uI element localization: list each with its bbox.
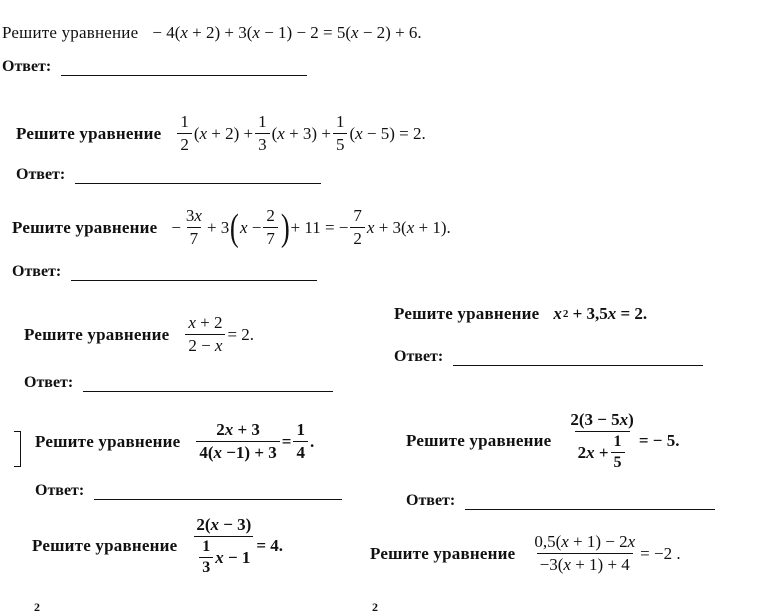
answer-field-5[interactable] xyxy=(453,351,703,366)
equation-7: 2(3 − 5x) 2 x + $\frac{1}{5}$ = − 5. xyxy=(570,410,680,471)
equation-1: − 4( x + 2) + 3( x − 1) − 2 = 5( x − 2) + 6. xyxy=(152,23,422,42)
answer-row-4 xyxy=(24,374,333,392)
answer-field-2[interactable] xyxy=(75,169,321,184)
bottom-mark-right: 2 xyxy=(372,600,378,614)
task-3 xyxy=(12,206,451,249)
task-prompt: Решите уравнение xyxy=(16,123,162,143)
answer-field-4[interactable] xyxy=(83,377,333,392)
bottom-mark-left: 2 xyxy=(34,600,40,614)
answer-label: Ответ: xyxy=(406,492,456,509)
task-7 xyxy=(406,410,679,472)
task-prompt: Решите уравнение xyxy=(35,431,181,451)
task-prompt: Решите уравнение xyxy=(394,304,540,323)
task-8 xyxy=(32,515,283,577)
margin-bracket xyxy=(14,431,21,467)
task-prompt: Решите уравнение xyxy=(24,324,170,344)
answer-row-7 xyxy=(406,492,715,510)
answer-label: Ответ: xyxy=(12,263,62,280)
answer-label: Ответ: xyxy=(394,348,444,365)
answer-label: Ответ: xyxy=(16,166,66,183)
answer-field-1[interactable] xyxy=(61,61,307,76)
equation-2: $\frac{1}{2}$ ( x + 2) + $\frac{1}{3}$ ( x + 3) + $\frac{1}{5}$ ( x − 5) = 2. xyxy=(175,112,425,155)
task-4 xyxy=(24,313,254,356)
task-2 xyxy=(16,112,426,155)
task-prompt: Решите уравнение xyxy=(2,23,139,42)
answer-row-5 xyxy=(394,348,703,366)
answer-label: Ответ: xyxy=(35,482,85,499)
equation-4: $\frac{x + 2}{2 - x}$ = 2. xyxy=(183,313,254,356)
answer-row-3 xyxy=(12,263,317,281)
task-prompt: Решите уравнение xyxy=(32,536,178,555)
answer-row-2 xyxy=(16,166,321,184)
task-prompt: Решите уравнение xyxy=(406,431,552,450)
task-prompt: Решите уравнение xyxy=(370,543,516,563)
answer-row-1 xyxy=(2,58,307,76)
equation-9: $\frac{0,5(x + 1) - 2x}{-3(x + 1) + 4}$ = −2 . xyxy=(534,532,681,574)
equation-8: 2(x − 3) $\frac{1}{3}$ x − 1 = 4. xyxy=(191,515,283,577)
task-prompt: Решите уравнение xyxy=(12,217,158,237)
equation-6: $\frac{2x + 3}{4(x -1) + 3}$ = $\frac{1}{4}$ . xyxy=(194,420,314,463)
answer-row-6 xyxy=(35,482,342,500)
answer-field-6[interactable] xyxy=(94,485,342,500)
equation-3: − $\frac{3x}{7}$ + 3 ( x − $\frac{2}{7}$ ) + 11 = − $\frac{7}{2}$ x + 3( x + 1). xyxy=(171,206,451,249)
answer-field-7[interactable] xyxy=(465,495,715,510)
task-1 xyxy=(2,23,422,43)
answer-label: Ответ: xyxy=(2,58,52,75)
task-6 xyxy=(35,420,314,463)
equation-5: x 2 + 3,5 x = 2. xyxy=(553,304,648,323)
answer-label: Ответ: xyxy=(24,374,74,391)
task-9 xyxy=(370,532,681,575)
answer-field-3[interactable] xyxy=(71,266,317,281)
task-5 xyxy=(394,304,647,324)
